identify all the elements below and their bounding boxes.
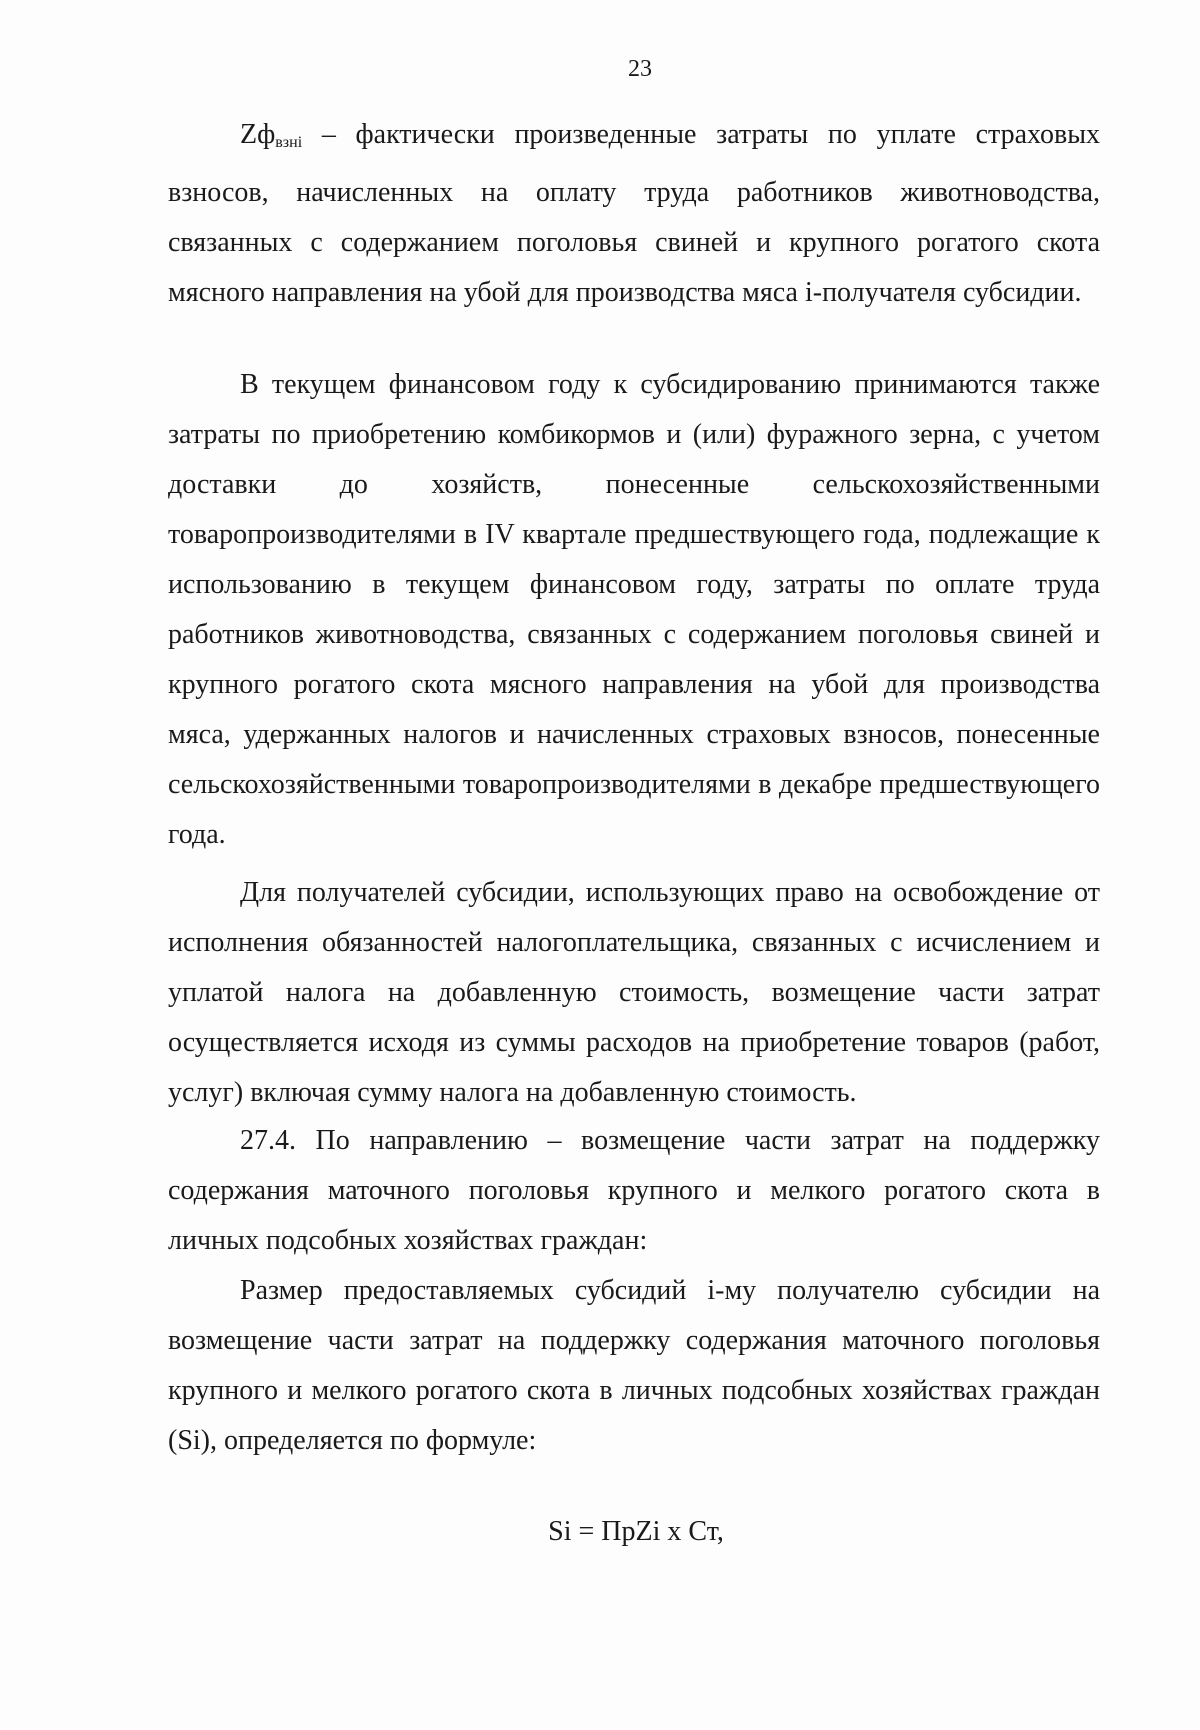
paragraph-vat-exemption (168, 868, 1100, 1118)
formula: Si = ПрZi x Ст, (548, 1516, 724, 1547)
paragraph-section-27-4 (168, 1116, 1100, 1266)
paragraph-text: Для получателей субсидии, использующих право на освобождение от исполнения обязанностей налогоплательщика, связанных с исчислением и уплатой налога на добавленную стоимость, возмещение части затрат осуществляется исходя из суммы расходов на приобретение товаров (работ, услуг) включая сумму налога на добавленную стоимость. (168, 877, 1100, 1108)
zf-symbol-subscript: взнi (275, 134, 303, 151)
paragraph-subsidy-size (168, 1266, 1100, 1466)
paragraph-current-year-costs (168, 360, 1100, 860)
zf-definition-text: – фактически произведенные затраты по уплате страховых взносов, начисленных на оплату труда работников животноводства, связанных с содержанием поголовья свиней и крупного рогатого скота мясного направления на убой для производства мяса i-получателя субсидии. (168, 119, 1100, 308)
paragraph-zf-definition (168, 110, 1100, 318)
zf-symbol: Zф (240, 119, 276, 150)
paragraph-text: Размер предоставляемых субсидий i-му получателю субсидии на возмещение части затрат на поддержку содержания маточного поголовья крупного и мелкого рогатого скота в личных подсобных хозяйствах граждан (Si), определяется по формуле: (168, 1275, 1100, 1456)
paragraph-text: 27.4. По направлению – возмещение части затрат на поддержку содержания маточного поголовья крупного и мелкого рогатого скота в личных подсобных хозяйствах граждан: (168, 1125, 1100, 1256)
page-number: 23 (628, 56, 652, 82)
paragraph-text: В текущем финансовом году к субсидированию принимаются также затраты по приобретению комбикормов и (или) фуражного зерна, с учетом доставки до хозяйств, понесенные сельскохозяйственными товаропроизводителями в IV квартале предшествующего года, подлежащие к использованию в текущем финансовом году, затраты по оплате труда работников животноводства, связанных с содержанием поголовья свиней и крупного рогатого скота мясного направления на убой для производства мяса, удержанных налогов и начисленных страховых взносов, понесенные сельскохозяйственными товаропроизводителями в декабре предшествующего года. (168, 369, 1100, 850)
